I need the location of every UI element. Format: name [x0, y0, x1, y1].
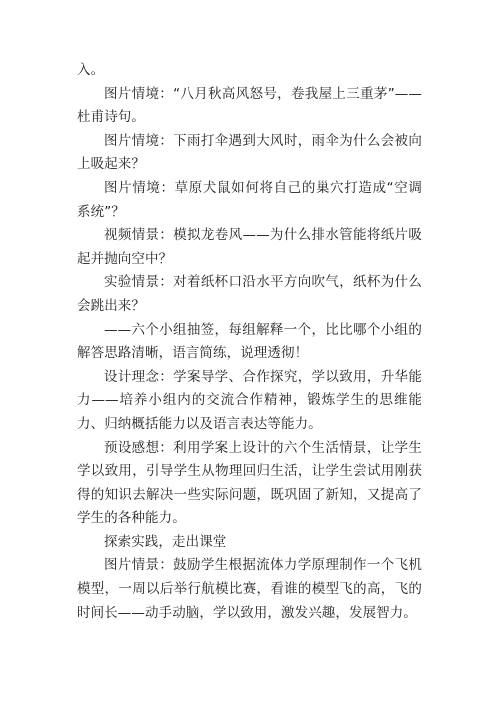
paragraph-experiment-scene-cup: 实验情景：对着纸杯口沿水平方向吹气，纸杯为什么会跳出来？ — [77, 274, 422, 314]
paragraph-picture-scene-prairie-dog: 图片情境：草原犬鼠如何将自己的巢穴打造成“空调系统”？ — [77, 179, 422, 220]
paragraph-design-concept: 设计理念：学案导学、合作探究，学以致用，升华能力——培养小组内的交流合作精神，锻炼学生的思维能力、归纳概括能力以及语言表达等能力。 — [77, 368, 422, 432]
paragraph-expected-reflection: 预设感想：利用学案上设计的六个生活情景，让学生学以致用，引导学生从物理回归生活，让学生尝试用刚获得的知识去解决一些实际问题，既巩固了新知，又提高了学生的各种能力。 — [77, 439, 422, 527]
paragraph-video-scene-tornado: 视频情景：模拟龙卷风——为什么排水管能将纸片吸起并抛向空中？ — [77, 227, 422, 267]
paragraph-picture-scene-airplane-model: 图片情景：鼓励学生根据流体力学原理制作一个飞机模型，一周以后举行航模比赛，看谁的模型飞的高，飞的时间长——动手动脑，学以致用，激发兴趣，发展智力。 — [77, 557, 422, 621]
paragraph-group-draw: ——六个小组抽签，每组解释一个，比比哪个小组的解答思路清晰，语言简练，说理透彻！ — [77, 321, 422, 362]
paragraph-continuation: 入。 — [77, 62, 105, 78]
paragraph-picture-scene-poem: 图片情境：“八月秋高风怒号，卷我屋上三重茅”——杜甫诗句。 — [77, 85, 422, 126]
paragraph-picture-scene-umbrella: 图片情境：下雨打伞遇到大风时，雨伞为什么会被向上吸起来？ — [77, 132, 422, 173]
document-body — [77, 59, 422, 625]
section-heading-explore-practice: 探索实践，走出课堂 — [104, 533, 227, 550]
